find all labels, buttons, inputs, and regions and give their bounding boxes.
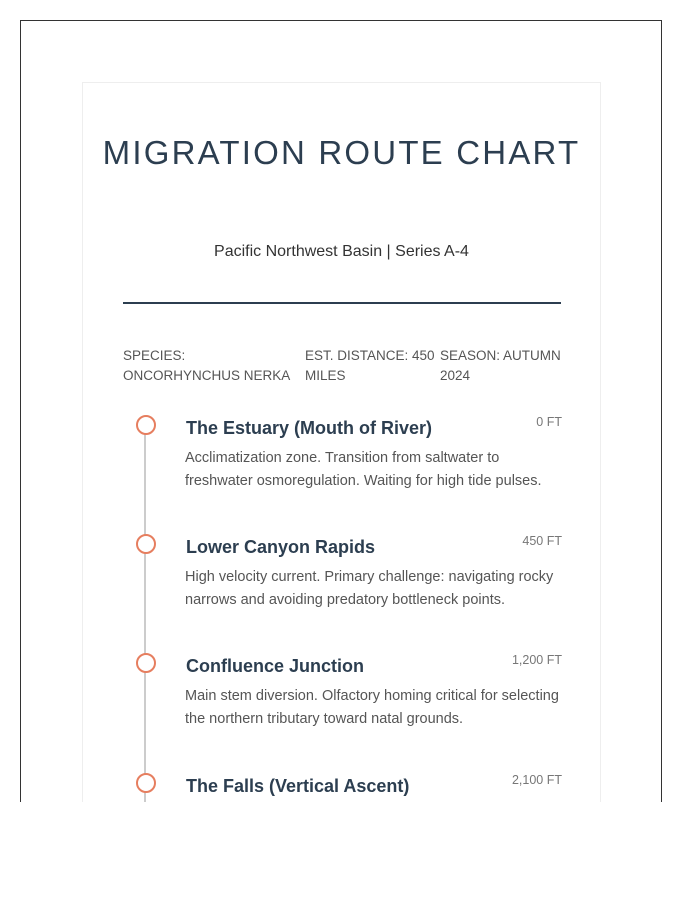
page-title: MIGRATION ROUTE CHART [102, 134, 581, 171]
stop-description: Acclimatization zone. Transition from saltwater to freshwater osmoregulation. Waiting for high tide pulses. [185, 450, 542, 489]
stop-name: Confluence Junction [186, 656, 365, 676]
stop-marker-icon [136, 773, 156, 793]
route-chart-card [82, 82, 601, 802]
stop-elevation: 1,200 FT [511, 653, 562, 667]
stop-marker-icon [136, 534, 156, 554]
meta-distance: EST. DISTANCE: 450 MILES [305, 348, 435, 383]
stop-elevation: 2,100 FT [511, 773, 562, 787]
stop-marker-icon [136, 415, 156, 435]
page-subtitle: Pacific Northwest Basin | Series A-4 [214, 243, 469, 260]
meta-species: SPECIES: ONCORHYNCHUS NERKA [123, 348, 291, 383]
stop-name: The Estuary (Mouth of River) [186, 418, 433, 438]
page-frame [20, 20, 662, 802]
stop-description: High velocity current. Primary challenge: navigating rocky narrows and avoiding predatory bottleneck points. [185, 569, 554, 608]
route-stop [83, 415, 602, 525]
header-divider [123, 302, 561, 304]
stop-marker-icon [136, 653, 156, 673]
stop-name: The Falls (Vertical Ascent) [186, 776, 410, 796]
stop-name: Lower Canyon Rapids [186, 537, 376, 557]
route-stop [83, 773, 602, 802]
stop-elevation: 0 FT [536, 415, 562, 429]
route-stop [83, 534, 602, 644]
meta-season: SEASON: AUTUMN 2024 [440, 348, 561, 383]
stop-description: Main stem diversion. Olfactory homing critical for selecting the northern tributary toward natal grounds. [185, 688, 559, 727]
stop-elevation: 450 FT [522, 534, 562, 548]
route-stop [83, 653, 602, 763]
